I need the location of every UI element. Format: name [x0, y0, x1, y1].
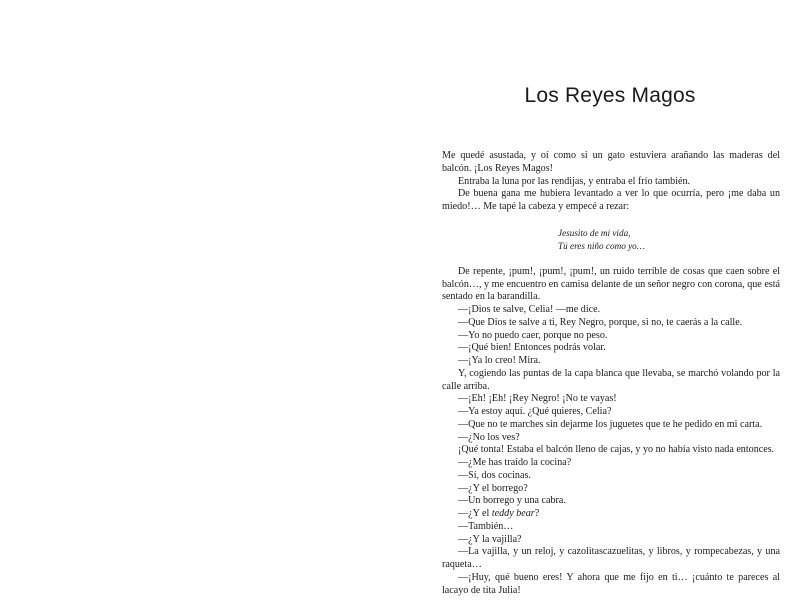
dialogue-text: —¿Y el: [458, 508, 492, 519]
dialogue-line: —Sí, dos cocinas.: [458, 469, 531, 481]
paragraph: ¡Qué tonta! Estaba el balcón lleno de cajas, y yo no había visto nada entonces.: [458, 444, 775, 456]
dialogue-line: —¡Eh! ¡Eh! ¡Rey Negro! ¡No te vayas!: [458, 393, 617, 405]
verse-line: Jesusito de mi vida,: [558, 227, 631, 238]
dialogue-line: —Yo no puedo caer, porque no peso.: [458, 329, 608, 341]
dialogue-line: —¿Me has traído la cocina?: [458, 457, 572, 468]
verse-line: Tú eres niño como yo…: [558, 240, 645, 251]
chapter-body: [442, 150, 780, 597]
paragraph: Y, cogiendo las puntas de la capa blanca que llevaba, se marchó volando por la calle arriba.: [442, 367, 780, 392]
dialogue-line: [442, 508, 780, 521]
dialogue-line: —La vajilla, y un reloj, y cazolitascazuelitas, y libros, y rompecabezas, y una raqueta…: [442, 546, 780, 570]
dialogue-line: —¡Qué bien! Entonces podrás volar.: [458, 342, 606, 354]
paragraph: De repente, ¡pum!, ¡pum!, ¡pum!, un ruido terrible de cosas que caen sobre el balcón…, y me encuentro en camisa delante de un señor negro con corona, que está sentado en la barandilla.: [442, 265, 781, 303]
dialogue-line: —¡Ya lo creo! Mira.: [458, 355, 541, 366]
dialogue-line: —También…: [458, 520, 514, 532]
paragraph: De buena gana me hubiera levantado a ver lo que ocurría, pero ¡me daba un miedo!… Me tapé la cabeza y empecé a rezar:: [442, 188, 780, 212]
paragraph: Me quedé asustada, y oí como si un gato estuviera arañando las maderas del balcón. ¡Los Reyes Magos!: [442, 150, 780, 174]
dialogue-line: —Un borrego y una cabra.: [458, 495, 566, 507]
dialogue-line: —Que Dios te salve a ti, Rey Negro, porque, si no, te caerás a la calle.: [458, 316, 743, 328]
dialogue-line: —¿Y la vajilla?: [458, 533, 522, 545]
dialogue-line: —¡Huy, qué bueno eres! Y ahora que me fijo en ti… ¡cuánto te pareces al lacayo de tita Julia!: [442, 571, 780, 596]
dialogue-text: ?: [534, 508, 540, 519]
chapter-title: Los Reyes Magos: [524, 84, 696, 107]
dialogue-line: —¡Dios te salve, Celia! —me dice.: [458, 304, 601, 315]
dialogue-line: —Ya estoy aquí. ¿Qué quieres, Celia?: [458, 406, 612, 417]
dialogue-italic-text: teddy bear: [491, 508, 535, 519]
dialogue-line: —Que no te marches sin dejarme los juguetes que te he pedido en mi carta.: [458, 418, 763, 430]
paragraph: Entraba la luna por las rendijas, y entraba el frío también.: [458, 175, 691, 187]
dialogue-line: —¿Y el borrego?: [458, 482, 528, 494]
dialogue-line: —¿No los ves?: [458, 431, 520, 443]
prayer-verse: [442, 227, 780, 253]
